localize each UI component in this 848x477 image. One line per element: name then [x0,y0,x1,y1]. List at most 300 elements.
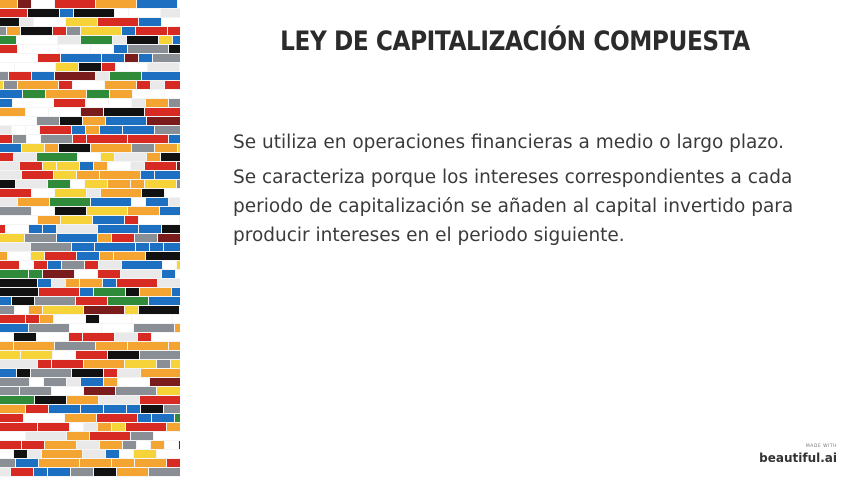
brick [0,45,17,53]
brick [39,288,79,296]
brick [96,342,127,350]
brick [123,126,154,134]
brick [141,171,154,179]
brick [175,324,180,332]
brick [139,54,152,62]
brick [132,315,172,323]
brick [13,135,26,143]
brick [91,45,113,53]
brick [29,306,42,314]
brick [135,234,157,242]
brick [0,108,25,116]
brick [0,297,11,305]
brick [17,36,57,44]
brick [44,378,66,386]
brick [96,72,109,80]
brick [155,126,180,134]
brick [37,333,68,341]
brick [18,81,58,89]
brick [146,99,168,107]
brick [0,423,37,431]
brick [159,36,172,44]
brick [53,27,66,35]
brick [21,27,52,35]
brick [151,441,164,449]
brick [76,351,107,359]
brick [0,459,15,467]
brick [17,369,30,377]
brick [28,9,59,17]
brick [150,243,163,251]
brick [160,207,180,215]
brick [167,423,180,431]
brick [0,189,31,197]
brick [83,117,105,125]
brick [96,0,136,8]
brick [135,459,166,467]
brick [102,63,115,71]
brick [152,333,180,341]
brick [45,252,76,260]
brick [67,396,98,404]
brick [118,369,140,377]
brick [0,153,13,161]
brick [85,180,107,188]
brick [0,261,19,269]
brick [15,63,55,71]
brick [62,261,84,269]
brick [86,126,99,134]
brick [73,135,86,143]
brick [0,36,16,44]
brick [57,234,97,242]
brick [26,315,39,323]
brick [121,270,161,278]
brick [48,468,70,476]
brick [56,63,78,71]
brick [0,342,13,350]
brick [43,270,74,278]
brick [40,315,53,323]
brick [134,450,156,458]
brick [0,360,37,368]
brick [31,243,71,251]
brick [40,126,71,134]
brick [104,378,117,386]
brick [0,99,12,107]
brick [72,243,94,251]
brick [29,270,42,278]
brick [87,189,100,197]
brick [177,261,180,269]
brick [81,378,103,386]
brick [98,225,138,233]
brick [29,324,69,332]
brick [0,270,28,278]
brick [76,297,107,305]
brick [38,423,69,431]
brick [132,144,154,152]
brick [45,144,58,152]
brick [149,468,180,476]
brick [93,216,124,224]
brick [101,153,114,161]
brick [71,180,84,188]
brick [0,0,17,8]
brick [0,27,6,35]
brick [0,171,21,179]
brick [52,279,65,287]
lego-bricks-graphic [0,0,180,477]
brick [32,72,54,80]
brick [75,270,97,278]
brick [59,144,90,152]
brick [84,360,124,368]
brick [104,369,117,377]
brick [177,162,180,170]
brick [83,450,105,458]
brick [28,450,41,458]
brick [13,99,53,107]
brick [117,279,157,287]
brick [94,468,116,476]
brick [145,108,180,116]
brick [0,198,17,206]
brick [112,459,134,467]
brick [138,414,151,422]
brick [164,405,180,413]
brick [69,333,82,341]
brick [106,450,119,458]
brick [38,216,60,224]
brick [0,405,25,413]
brick [115,153,146,161]
brick [0,468,10,476]
brick [101,189,141,197]
brick [98,423,111,431]
brick [84,423,97,431]
brick [0,216,37,224]
brick [22,441,44,449]
brick [145,162,176,170]
brick [0,252,7,260]
brick [99,261,121,269]
brick [103,279,116,287]
brick [168,27,180,35]
brick [115,333,137,341]
brick [23,90,45,98]
brick [80,162,93,170]
brick [94,288,125,296]
brick [91,144,131,152]
brick [141,405,163,413]
brick [122,261,162,269]
brick [102,324,133,332]
brick [0,414,23,422]
brick [162,18,180,26]
brick [66,279,79,287]
brick [100,441,122,449]
brick [14,153,36,161]
brick [85,261,98,269]
brick [0,234,24,242]
brick [114,45,127,53]
brick [0,306,14,314]
brick [29,225,42,233]
brick [59,81,72,89]
brick [117,468,148,476]
brick [32,207,54,215]
brick [0,288,38,296]
brick [55,72,95,80]
brick [87,135,127,143]
brick [0,243,30,251]
brick [0,279,37,287]
brick [35,396,66,404]
brick [94,162,107,170]
brick [126,423,166,431]
brick [113,36,126,44]
brick [116,63,147,71]
brick [167,459,180,467]
brick [115,9,128,17]
brick [108,297,148,305]
brick [158,234,180,242]
brick [57,162,79,170]
brick [70,324,101,332]
brick [54,315,85,323]
brick [173,315,180,323]
brick [31,369,71,377]
brick [155,171,180,179]
brick [108,162,130,170]
lego-bricks-image [0,0,180,477]
brick [4,81,17,89]
brick [131,180,144,188]
brick [105,81,136,89]
brick [31,252,44,260]
brick [102,54,124,62]
brick [171,360,180,368]
brick [126,288,139,296]
brick [0,225,5,233]
brick [106,117,146,125]
brick [80,288,93,296]
brick [0,162,19,170]
brick [178,144,180,152]
brick [137,81,150,89]
brick [81,108,103,116]
brick [38,54,60,62]
brick [162,270,175,278]
brick [58,36,80,44]
brick [52,387,83,395]
brick [0,378,29,386]
brick [169,135,180,143]
brick [86,99,108,107]
brick [0,126,11,134]
brick [158,279,180,287]
brick [110,90,132,98]
brick [48,261,61,269]
brick [0,9,27,17]
brick [100,252,113,260]
brick [67,27,80,35]
brick [0,333,13,341]
brick [179,441,180,449]
brick [25,234,56,242]
brick [78,153,100,161]
brick [98,270,120,278]
brick [20,387,51,395]
brick [157,450,180,458]
brick [165,189,180,197]
brick [128,207,159,215]
brick [100,171,140,179]
brick [73,81,104,89]
brick [0,81,3,89]
brick [169,198,180,206]
brick [0,135,12,143]
brick [72,369,103,377]
brick [37,153,77,161]
brick [39,459,79,467]
paragraph-1: Se utiliza en operaciones financieras a medio o largo plazo. [233,132,784,153]
brick [43,306,83,314]
brick [90,432,130,440]
brick [12,126,25,134]
brick [122,27,135,35]
brick [57,225,97,233]
brick [112,234,134,242]
brick [27,135,40,143]
brick [163,261,176,269]
brick [127,405,140,413]
brick [129,9,160,17]
brick [173,36,180,44]
brick [0,315,25,323]
brick [20,162,42,170]
brick [125,54,138,62]
brick [18,45,58,53]
brick [26,432,66,440]
brick [14,333,36,341]
brick [70,423,83,431]
brick [157,387,180,395]
brick [18,198,49,206]
brick [175,414,180,422]
brick [20,18,33,26]
brick [8,252,30,260]
brick [24,414,64,422]
brick [128,342,168,350]
brick [165,81,180,89]
brick [84,306,124,314]
brick [22,171,53,179]
brick [127,36,158,44]
brick [60,117,82,125]
brick [139,18,161,26]
brick [0,369,16,377]
brick [0,63,14,71]
brick [26,108,48,116]
brick [140,288,171,296]
brick [131,162,144,170]
brick [91,198,131,206]
brick [147,153,160,161]
brick [26,405,48,413]
brick [55,207,86,215]
brick [164,243,180,251]
brick [116,387,156,395]
brick [16,459,38,467]
brick [77,171,99,179]
brick [61,216,92,224]
brick [128,45,168,53]
brick [142,189,164,197]
brick [99,396,139,404]
brick [26,126,39,134]
brick [161,153,180,161]
brick [38,360,51,368]
brick [66,18,97,26]
brick [145,180,176,188]
brick [12,297,34,305]
brand-logo[interactable]: beautiful.ai [759,451,837,465]
brick [80,279,102,287]
brick [20,261,33,269]
brick [0,54,37,62]
brick [165,441,178,449]
brick [151,81,164,89]
brick [15,306,28,314]
brick [125,306,138,314]
brick [136,243,149,251]
brick [155,144,177,152]
brick [38,279,51,287]
brick [14,342,54,350]
brick [0,324,28,332]
brick [6,225,28,233]
brick [148,63,179,71]
brick [146,252,180,260]
brick [108,351,139,359]
brick [54,99,85,107]
brick [18,0,31,8]
brick [67,378,80,386]
brick [134,324,174,332]
brick [125,360,156,368]
brick [150,378,180,386]
brick [49,108,80,116]
brick [178,0,180,8]
brick [0,117,36,125]
brick [169,45,180,53]
brick [137,0,177,8]
brick [0,396,34,404]
brick [53,351,75,359]
brick [72,126,85,134]
brick [146,198,168,206]
brick [131,432,153,440]
brick [138,333,151,341]
brick [81,405,103,413]
brick [97,414,137,422]
brick [98,18,138,26]
brick [81,36,112,44]
brick [114,252,145,260]
brick [169,99,180,107]
